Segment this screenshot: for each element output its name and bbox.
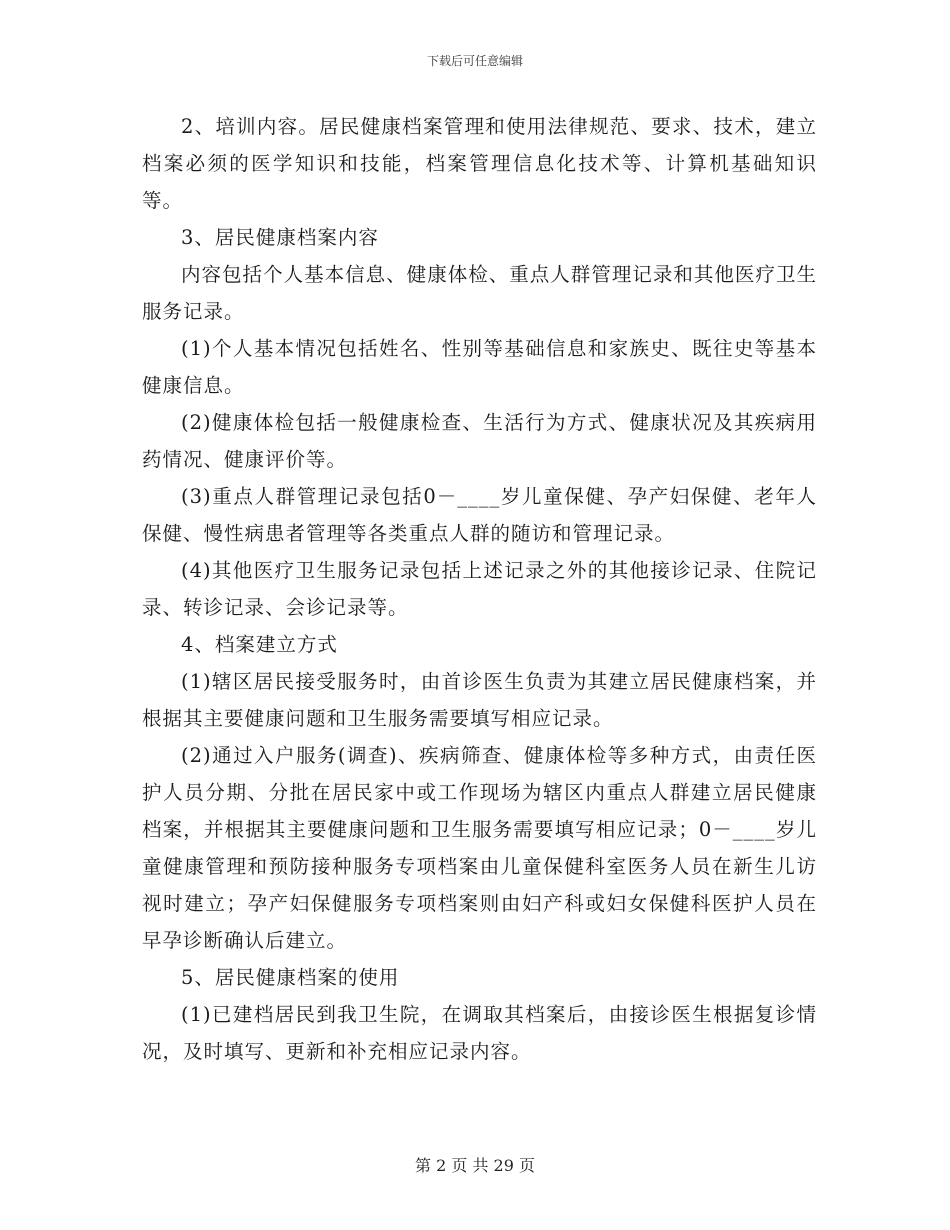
section-heading-establish-method: 4、档案建立方式 xyxy=(181,633,338,656)
paragraph-archive-content: 内容包括个人基本信息、健康体检、重点人群管理记录和其他医疗卫生服务记录。 xyxy=(142,263,817,323)
list-item-key-population: (3)重点人群管理记录包括0－____岁儿童保健、孕产妇保健、老年人保健、慢性病患者管理等各类重点人群的随访和管理记录。 xyxy=(142,485,817,545)
list-item-first-visit: (1)辖区居民接受服务时，由首诊医生负责为其建立居民健康档案，并根据其主要健康问题和卫生服务需要填写相应记录。 xyxy=(142,670,817,730)
document-body xyxy=(142,108,817,1070)
paragraph-training-content: 2、培训内容。居民健康档案管理和使用法律规范、要求、技术，建立档案必须的医学知识和技能，档案管理信息化技术等、计算机基础知识等。 xyxy=(142,115,817,212)
list-item-basic-info: (1)个人基本情况包括姓名、性别等基础信息和家族史、既往史等基本健康信息。 xyxy=(142,337,817,397)
list-item-revisit: (1)已建档居民到我卫生院，在调取其档案后，由接诊医生根据复诊情况，及时填写、更新和补充相应记录内容。 xyxy=(142,1003,817,1063)
section-heading-archive-content: 3、居民健康档案内容 xyxy=(181,226,379,249)
list-item-health-checkup: (2)健康体检包括一般健康检查、生活行为方式、健康状况及其疾病用药情况、健康评价等。 xyxy=(142,411,817,471)
section-heading-archive-use: 5、居民健康档案的使用 xyxy=(181,966,400,989)
page-number: 第 2 页 共 29 页 xyxy=(415,1156,535,1175)
list-item-other-records: (4)其他医疗卫生服务记录包括上述记录之外的其他接诊记录、住院记录、转诊记录、会诊记录等。 xyxy=(142,559,817,619)
page-header: 下载后可任意编辑 xyxy=(426,54,523,68)
list-item-home-service: (2)通过入户服务(调查)、疾病筛查、健康体检等多种方式，由责任医护人员分期、分批在居民家中或工作现场为辖区内重点人群建立居民健康档案，并根据其主要健康问题和卫生服务需要填写相应记录；0－____岁儿童健康管理和预防接种服务专项档案由儿童保健科室医务人员在新生儿访视时建立；孕产妇保健服务专项档案则由妇产科或妇女保健科医护人员在早孕诊断确认后建立。 xyxy=(142,744,817,952)
